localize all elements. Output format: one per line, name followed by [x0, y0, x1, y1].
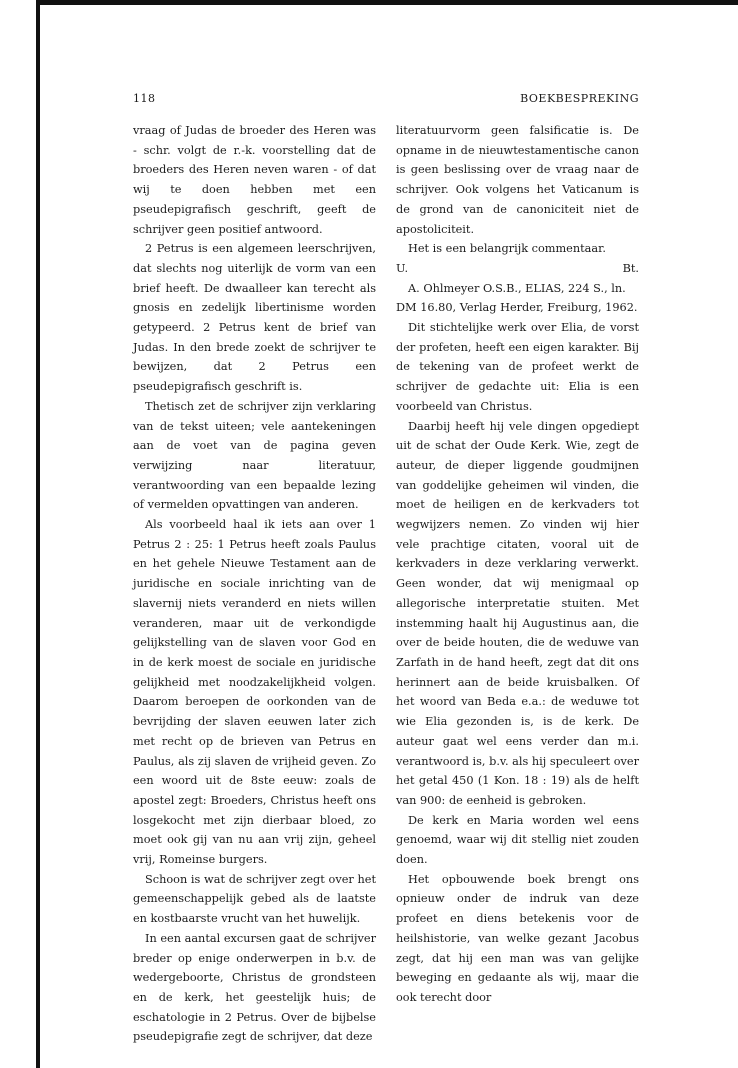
right-continuation: literatuurvorm geen falsificatie is. De opname in de nieuwtestamentische canon is geen beslissing over de vraag naar de schrijver. Ook volgens het Vaticanum is de grond van de canoniciteit niet de apostoliciteit.	[396, 124, 639, 236]
page-header	[133, 92, 639, 105]
left-paragraph-1: vraag of Judas de broeder des Heren was - schr. volgt de r.-k. voorstelling dat de broeders des Heren neven waren - of dat wij te doen hebben met een pseudepigrafisch geschrift, geeft de schrijver geen positief antwoord.	[133, 124, 376, 236]
left-paragraph-4: Als voorbeeld haal ik iets aan over 1 Petrus 2 : 25: 1 Petrus heeft zoals Paulus en het gehele Nieuwe Testament aan de juridische en sociale inrichting van de slavernij niets veranderd en niets willen veranderen, maar uit de verkondigde gelijkstelling van de slaven voor God en in de kerk moest de sociale en juridische gelijkheid met noodzakelijkheid volgen. Daarom beroepen de oorkonden van de bevrijding der slaven eeuwen later zich met recht op de brieven van Petrus en Paulus, als zij slaven de vrijheid geven. Zo een woord uit de 8ste eeuw: zoals de apostel zegt: Broeders, Christus heeft ons losgekocht met zijn dierbaar bloed, zo moet ook gij van nu aan vrij zijn, geheel vrij, Romeinse burgers.	[133, 518, 376, 867]
left-column	[133, 121, 376, 1047]
right-closing: Het is een belangrijk commentaar.	[408, 242, 606, 256]
page-number: 118	[133, 92, 156, 105]
left-paragraph-3: Thetisch zet de schrijver zijn verklaring van de tekst uiteen; vele aantekeningen aan de voet van de pagina geven verwijzing naar literatuur, verantwoording van een bepaalde lezing of vermelden opvattingen van anderen.	[133, 399, 376, 512]
right-paragraph-3: De kerk en Maria worden wel eens genoemd, waar wij dit stellig niet zouden doen.	[396, 813, 639, 867]
left-paragraph-5: Schoon is wat de schrijver zegt over het gemeenschappelijk gebed als de laatste en kostbaarste vrucht van het huwelijk.	[133, 872, 376, 926]
right-paragraph-1: Dit stichtelijke werk over Elia, de vorst der profeten, heeft een eigen karakter. Bij de tekening van de profeet werkt de schrijver de gedachte uit: Elia is een voorbeeld van Christus.	[396, 321, 639, 413]
left-paragraph-6: In een aantal excursen gaat de schrijver breder op enige onderwerpen in b.v. de wedergeboorte, Christus de grondsteen en de kerk, het geestelijk huis; de eschatologie in 2 Petrus. Over de bijbelse pseudepigrafie zegt de schrijver, dat deze	[133, 931, 376, 1044]
signature-left: U.	[396, 261, 409, 275]
book-reference: A. Ohlmeyer O.S.B., ELIAS, 224 S., ln. DM 16.80, Verlag Herder, Freiburg, 1962.	[396, 281, 638, 315]
scan-left-edge	[36, 0, 40, 1068]
scan-top-edge	[36, 0, 738, 5]
reviewer-signature	[396, 259, 639, 279]
running-title: BOEKBESPREKING	[520, 92, 639, 105]
signature-right: Bt.	[622, 261, 639, 275]
right-paragraph-2: Daarbij heeft hij vele dingen opgediept uit de schat der Oude Kerk. Wie, zegt de auteur, de dieper liggende goudmijnen van goddelijke geheimen wil vinden, die moet de heiligen en de kerkvaders tot wegwijzers nemen. Zo vinden wij hier vele prachtige citaten, vooral uit de kerkvaders in deze verklaring verwerkt. Geen wonder, dat wij menigmaal op allegorische interpretatie stuiten. Met instemming haalt hij Augustinus aan, die over de beide houten, die de weduwe van Zarfath in de hand heeft, zegt dat dit ons herinnert aan de beide kruisbalken. Of het woord van Beda e.a.: de weduwe tot wie Elia gezonden is, is de kerk. De auteur gaat wel eens verder dan m.i. verantwoord is, b.v. als hij speculeert over het getal 450 (1 Kon. 18 : 19) als de helft van 900: de eenheid is gebroken.	[396, 419, 639, 807]
right-column	[396, 121, 639, 1008]
right-paragraph-4: Het opbouwende boek brengt ons opnieuw onder de indruk van deze profeet en diens betekenis voor de heilshistorie, van welke gezant Jacobus zegt, dat hij een man was van gelijke beweging en gedaante als wij, maar die ook terecht door	[396, 872, 639, 1004]
left-paragraph-2: 2 Petrus is een algemeen leerschrijven, dat slechts nog uiterlijk de vorm van een brief heeft. De dwaalleer kan terecht als gnosis en zedelijk libertinisme worden getypeerd. 2 Petrus kent de brief van Judas. In den brede zoekt de schrijver te bewijzen, dat 2 Petrus een pseudepigrafisch geschrift is.	[133, 242, 376, 394]
